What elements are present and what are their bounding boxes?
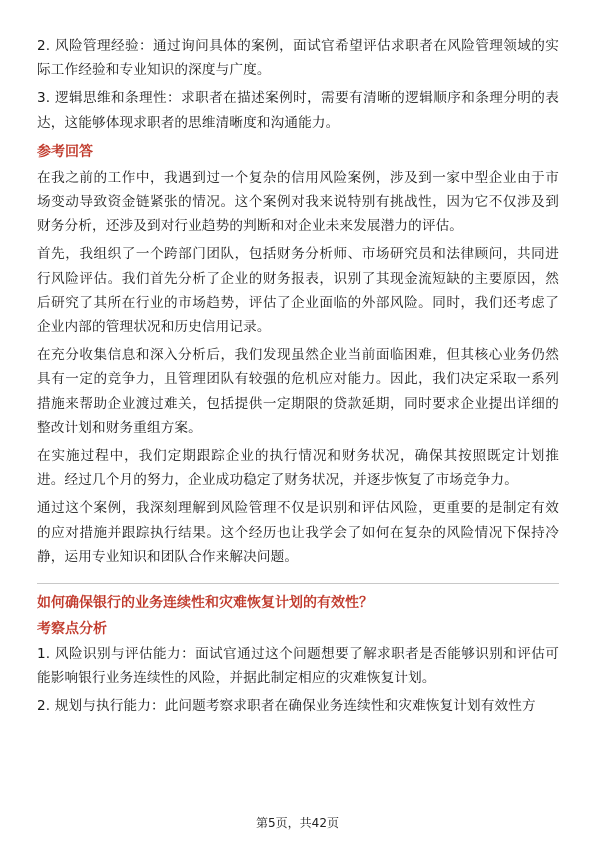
- point-planning-execution: 2. 规划与执行能力：此问题考察求职者在确保业务连续性和灾难恢复计划有效性方: [37, 698, 536, 715]
- question-title: 如何确保银行的业务连续性和灾难恢复计划的有效性？: [37, 595, 373, 612]
- answer-paragraph: 在充分收集信息和深入分析后，我们发现虽然企业当前面临困难，但其核心业务仍然具有一定的竞争力，且管理团队有较强的危机应对能力。因此，我们决定采取一系列措施来帮助企业渡过难关，包括提供一定期限的贷款延期，同时要求企业提出详细的整改计划和财务重组方案。: [37, 347, 559, 436]
- point-risk-identification: 1. 风险识别与评估能力：面试官通过这个问题想要了解求职者是否能够识别和评估可能影响银行业务连续性的风险，并据此制定相应的灾难恢复计划。: [37, 646, 559, 687]
- reference-answer-heading: 参考回答: [37, 143, 93, 160]
- section-divider: [37, 583, 559, 584]
- point-risk-management-experience: 2. 风险管理经验：通过询问具体的案例，面试官希望评估求职者在风险管理领域的实际工作经验和专业知识的深度与广度。: [37, 38, 559, 79]
- answer-paragraph: 在实施过程中，我们定期跟踪企业的执行情况和财务状况，确保其按照既定计划推进。经过几个月的努力，企业成功稳定了财务状况，并逐步恢复了市场竞争力。: [37, 448, 559, 489]
- document-page: [37, 34, 559, 719]
- point-logical-thinking: 3. 逻辑思维和条理性：求职者在描述案例时，需要有清晰的逻辑顺序和条理分明的表达，这能够体现求职者的思维清晰度和沟通能力。: [37, 90, 559, 131]
- analysis-points-heading: 考察点分析: [37, 621, 107, 638]
- answer-paragraph: 在我之前的工作中，我遇到过一个复杂的信用风险案例，涉及到一家中型企业由于市场变动导致资金链紧张的情况。这个案例对我来说特别有挑战性，因为它不仅涉及到财务分析，还涉及到对行业趋势的判断和对企业未来发展潜力的评估。: [37, 169, 559, 235]
- answer-paragraph: 首先，我组织了一个跨部门团队，包括财务分析师、市场研究员和法律顾问，共同进行风险评估。我们首先分析了企业的财务报表，识别了其现金流短缺的主要原因，然后研究了其所在行业的市场趋势，评估了企业面临的外部风险。同时，我们还考虑了企业内部的管理状况和历史信用记录。: [37, 246, 559, 336]
- page-number-footer: 第5页，共42页: [256, 816, 339, 830]
- answer-paragraph: 通过这个案例，我深刻理解到风险管理不仅是识别和评估风险，更重要的是制定有效的应对措施并跟踪执行结果。这个经历也让我学会了如何在复杂的风险情况下保持冷静，运用专业知识和团队合作来解决问题。: [37, 500, 559, 565]
